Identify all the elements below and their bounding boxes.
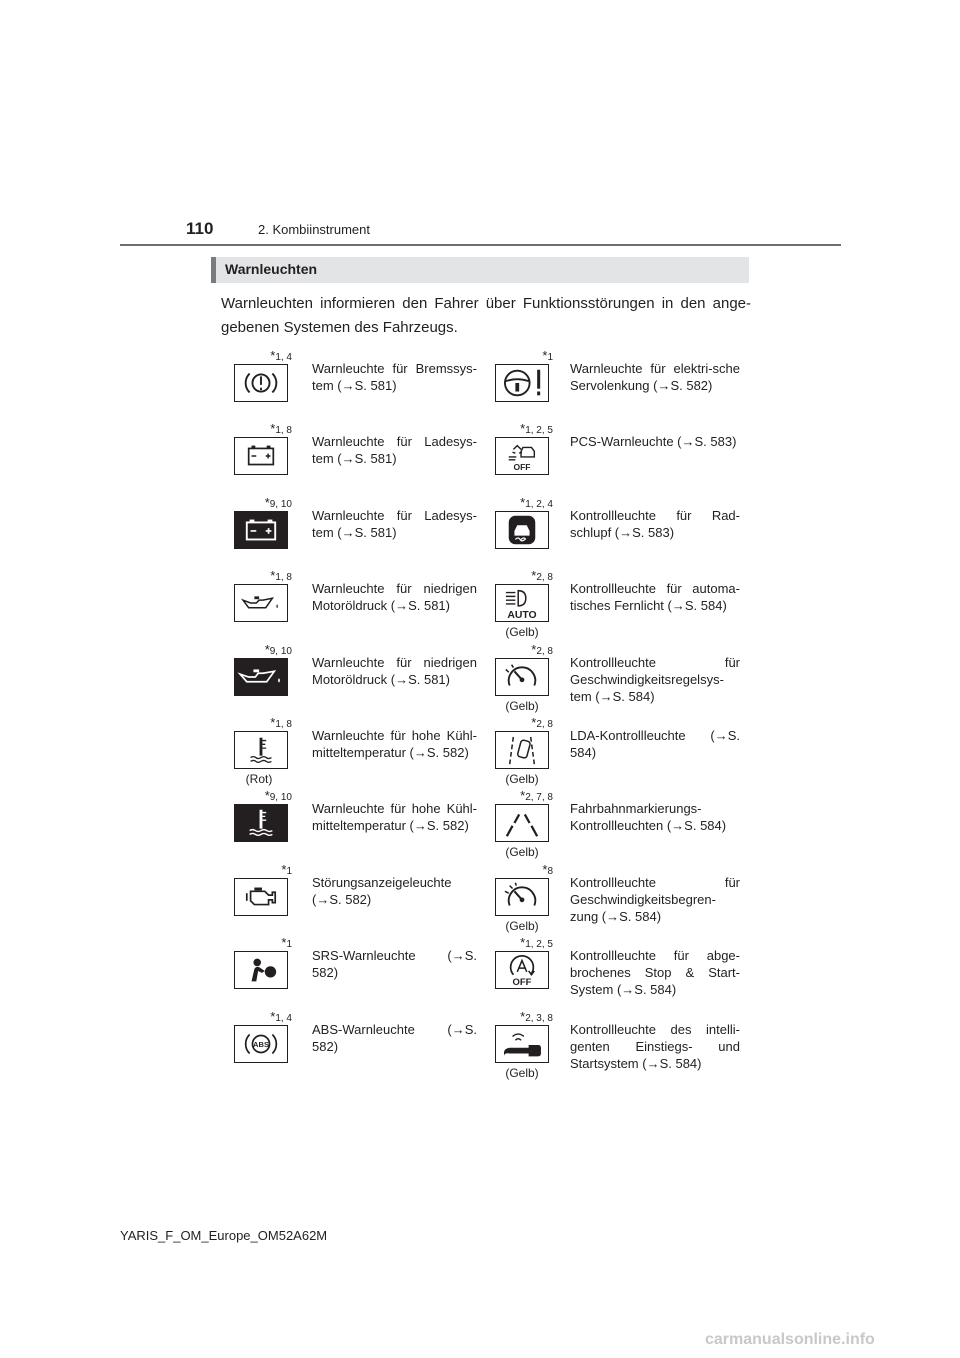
footnote-numbers: 9, 10 — [269, 645, 292, 657]
footnote-numbers: 1, 8 — [275, 572, 292, 584]
footnote-marker — [495, 423, 553, 437]
lane-marking-icon — [495, 804, 549, 842]
right-warning-entry — [495, 937, 755, 1015]
auto-high-beam-icon — [495, 584, 549, 622]
right-warning-entry — [495, 717, 755, 795]
footnote-marker — [495, 717, 553, 731]
footnote-marker — [234, 423, 292, 437]
warning-description: LDA-Kontrollleuchte (→S. 584) — [570, 728, 740, 760]
airbag-srs-icon — [234, 951, 288, 989]
left-warning-entry — [234, 350, 494, 428]
footnote-star: * — [264, 788, 270, 804]
warning-description: Kontrollleuchte für Rad-schlupf (→S. 583) — [570, 507, 740, 540]
footnote-marker — [495, 1008, 553, 1025]
right-warning-entry — [495, 423, 755, 501]
footnote-star: * — [264, 641, 270, 657]
warning-description: Kontrollleuchte für automa-tisches Fernlicht (→S. 584) — [570, 581, 740, 614]
left-warning-entry — [234, 937, 494, 1015]
warning-description: Warnleuchte für niedrigen Motoröldruck (→S. 581) — [312, 581, 477, 614]
footnote-numbers: 2, 8 — [536, 645, 553, 657]
footnote-marker — [495, 790, 553, 804]
right-warning-entry — [495, 861, 755, 942]
check-engine-icon — [234, 878, 288, 916]
warning-description: SRS-Warnleuchte (→S. 582) — [312, 948, 477, 981]
warning-description: Fahrbahnmarkierungs-Kontrollleuchten (→S. 584) — [570, 801, 727, 834]
footnote-star: * — [542, 861, 548, 877]
footnote-marker — [495, 937, 553, 951]
warning-description: Kontrollleuchte für Geschwindigkeitsregelsys-tem (→S. 584) — [570, 654, 740, 704]
warning-description: Warnleuchte für elektri-sche Servolenkung (→S. 582) — [570, 361, 740, 393]
footnote-star: * — [520, 494, 526, 510]
footnote-star: * — [281, 935, 287, 951]
footnote-marker — [234, 717, 292, 731]
footnote-numbers: 9, 10 — [269, 498, 292, 510]
coolant-temperature-icon — [234, 731, 288, 769]
footnote-numbers: 1, 4 — [275, 352, 292, 363]
footnote-numbers: 9, 10 — [269, 792, 292, 804]
header-rule — [120, 244, 841, 246]
color-label: (Gelb) — [505, 1065, 539, 1080]
watermark: carmanualsonline.info — [705, 1331, 875, 1348]
right-warning-entry — [495, 570, 755, 648]
footnote-star: * — [270, 1008, 276, 1024]
footnote-marker — [495, 641, 553, 658]
cruise-control-icon — [495, 658, 549, 696]
footnote-marker — [234, 861, 292, 878]
left-warning-entry — [234, 717, 494, 795]
left-warning-entry — [234, 1008, 494, 1089]
warning-description: Warnleuchte für Ladesys-tem (→S. 581) — [312, 507, 477, 540]
footnote-numbers: 2, 3, 8 — [525, 1012, 553, 1024]
steering-warning-icon — [495, 364, 549, 402]
footnote-numbers: 2, 7, 8 — [525, 792, 553, 804]
warning-description: Warnleuchte für hohe Kühl-mitteltemperatur (→S. 582) — [312, 801, 477, 834]
color-label: (Gelb) — [505, 698, 539, 713]
left-warning-entry — [234, 423, 494, 501]
footnote-numbers: 2, 8 — [536, 719, 553, 730]
footnote-numbers: 1, 4 — [275, 1012, 292, 1024]
section-bar — [211, 257, 749, 283]
footnote-marker — [234, 350, 292, 364]
color-label: (Gelb) — [505, 845, 539, 860]
footnote-numbers: 1 — [286, 865, 292, 877]
footnote-star: * — [542, 348, 548, 363]
lane-departure-icon — [495, 731, 549, 769]
color-label: (Gelb) — [505, 918, 539, 933]
svg-text:AUTO: AUTO — [507, 610, 537, 622]
left-warning-entry — [234, 861, 494, 942]
footnote-marker — [234, 937, 292, 951]
section-title: Warnleuchten — [225, 261, 318, 277]
footnote-star: * — [270, 348, 276, 363]
page-number: 110 — [186, 219, 214, 238]
footnote-star: * — [270, 568, 276, 584]
footnote-star: * — [281, 861, 287, 877]
chapter-title: 2. Kombiinstrument — [258, 222, 370, 237]
svg-text:OFF: OFF — [513, 462, 531, 473]
coolant-temperature-dark-icon — [234, 804, 288, 842]
warning-description: Warnleuchte für niedrigen Motoröldruck (→S. 581) — [312, 654, 477, 687]
right-warning-entry — [495, 790, 755, 868]
brake-warning-icon — [234, 364, 288, 402]
footnote-numbers: 2, 8 — [536, 572, 553, 584]
footnote-marker — [495, 861, 553, 878]
footnote-marker — [234, 790, 292, 804]
footnote-star: * — [520, 788, 526, 804]
footnote-star: * — [264, 494, 270, 510]
svg-text:OFF: OFF — [512, 977, 532, 989]
speed-limiter-icon — [495, 878, 549, 916]
footnote-star: * — [531, 715, 537, 730]
right-warning-entry — [495, 350, 755, 428]
footnote-numbers: 1, 8 — [275, 719, 292, 730]
charging-system-icon — [234, 437, 288, 475]
svg-text:ABS: ABS — [253, 1039, 269, 1049]
footnote-numbers: 1, 2, 4 — [525, 498, 553, 510]
slip-indicator-icon — [495, 511, 549, 549]
warning-description: Kontrollleuchte für abge-brochenes Stop & Start-System (→S. 584) — [570, 948, 740, 998]
color-label: (Gelb) — [505, 772, 539, 786]
warning-description: ABS-Warnleuchte (→S. 582) — [312, 1021, 477, 1054]
footnote-numbers: 8 — [547, 865, 553, 877]
left-warning-entry — [234, 641, 494, 722]
footnote-marker — [495, 494, 553, 511]
oil-pressure-icon — [234, 584, 288, 622]
warning-description: Kontrollleuchte für Geschwindigkeitsbegren-zung (→S. 584) — [570, 874, 740, 924]
footnote-star: * — [270, 421, 276, 437]
warning-description: Warnleuchte für Bremssys-tem (→S. 581) — [312, 361, 477, 393]
oil-pressure-dark-icon — [234, 658, 288, 696]
footnote-numbers: 1 — [547, 352, 553, 363]
footnote-numbers: 1, 2, 5 — [525, 939, 553, 951]
footnote-marker — [234, 641, 292, 658]
warning-description: PCS-Warnleuchte (→S. 583) — [570, 434, 737, 450]
warning-description: Warnleuchte für Ladesys-tem (→S. 581) — [312, 434, 477, 467]
stop-start-off-icon — [495, 951, 549, 989]
footnote-star: * — [531, 641, 537, 657]
charging-system-dark-icon — [234, 511, 288, 549]
right-warning-entry — [495, 641, 755, 722]
intro-text: Warnleuchten informieren den Fahrer über Funktionsstörungen in den ange-gebenen Systemen des Fahrzeugs. — [221, 295, 751, 336]
footnote-star: * — [531, 568, 537, 584]
footnote-star: * — [520, 1008, 526, 1024]
warning-description: Warnleuchte für hohe Kühl-mitteltemperatur (→S. 582) — [312, 728, 477, 760]
footnote-star: * — [520, 421, 526, 437]
footnote-star: * — [270, 715, 276, 730]
right-warning-entry — [495, 1008, 755, 1089]
abs-icon — [234, 1025, 288, 1063]
left-warning-entry — [234, 570, 494, 648]
right-warning-entry — [495, 494, 755, 575]
left-warning-entry — [234, 790, 494, 868]
color-label: (Rot) — [245, 772, 273, 786]
footnote-marker — [495, 570, 553, 584]
smart-key-icon — [495, 1025, 549, 1063]
warning-description: Kontrollleuchte des intelli-genten Einstiegs- und Startsystem (→S. 584) — [570, 1021, 740, 1071]
footnote-star: * — [520, 935, 526, 951]
footnote-marker — [234, 494, 292, 511]
footnote-numbers: 1, 2, 5 — [525, 425, 553, 437]
footnote-numbers: 1, 8 — [275, 425, 292, 437]
footnote-marker — [234, 570, 292, 584]
footer-code: YARIS_F_OM_Europe_OM52A62M — [120, 1228, 328, 1243]
pcs-off-icon — [495, 437, 549, 475]
footnote-marker — [495, 350, 553, 364]
left-warning-entry — [234, 494, 494, 575]
warning-description: Störungsanzeigeleuchte (→S. 582) — [312, 874, 452, 907]
section-accent — [211, 257, 216, 283]
color-label: (Gelb) — [505, 625, 539, 640]
footnote-numbers: 1 — [286, 939, 292, 951]
footnote-marker — [234, 1008, 292, 1025]
